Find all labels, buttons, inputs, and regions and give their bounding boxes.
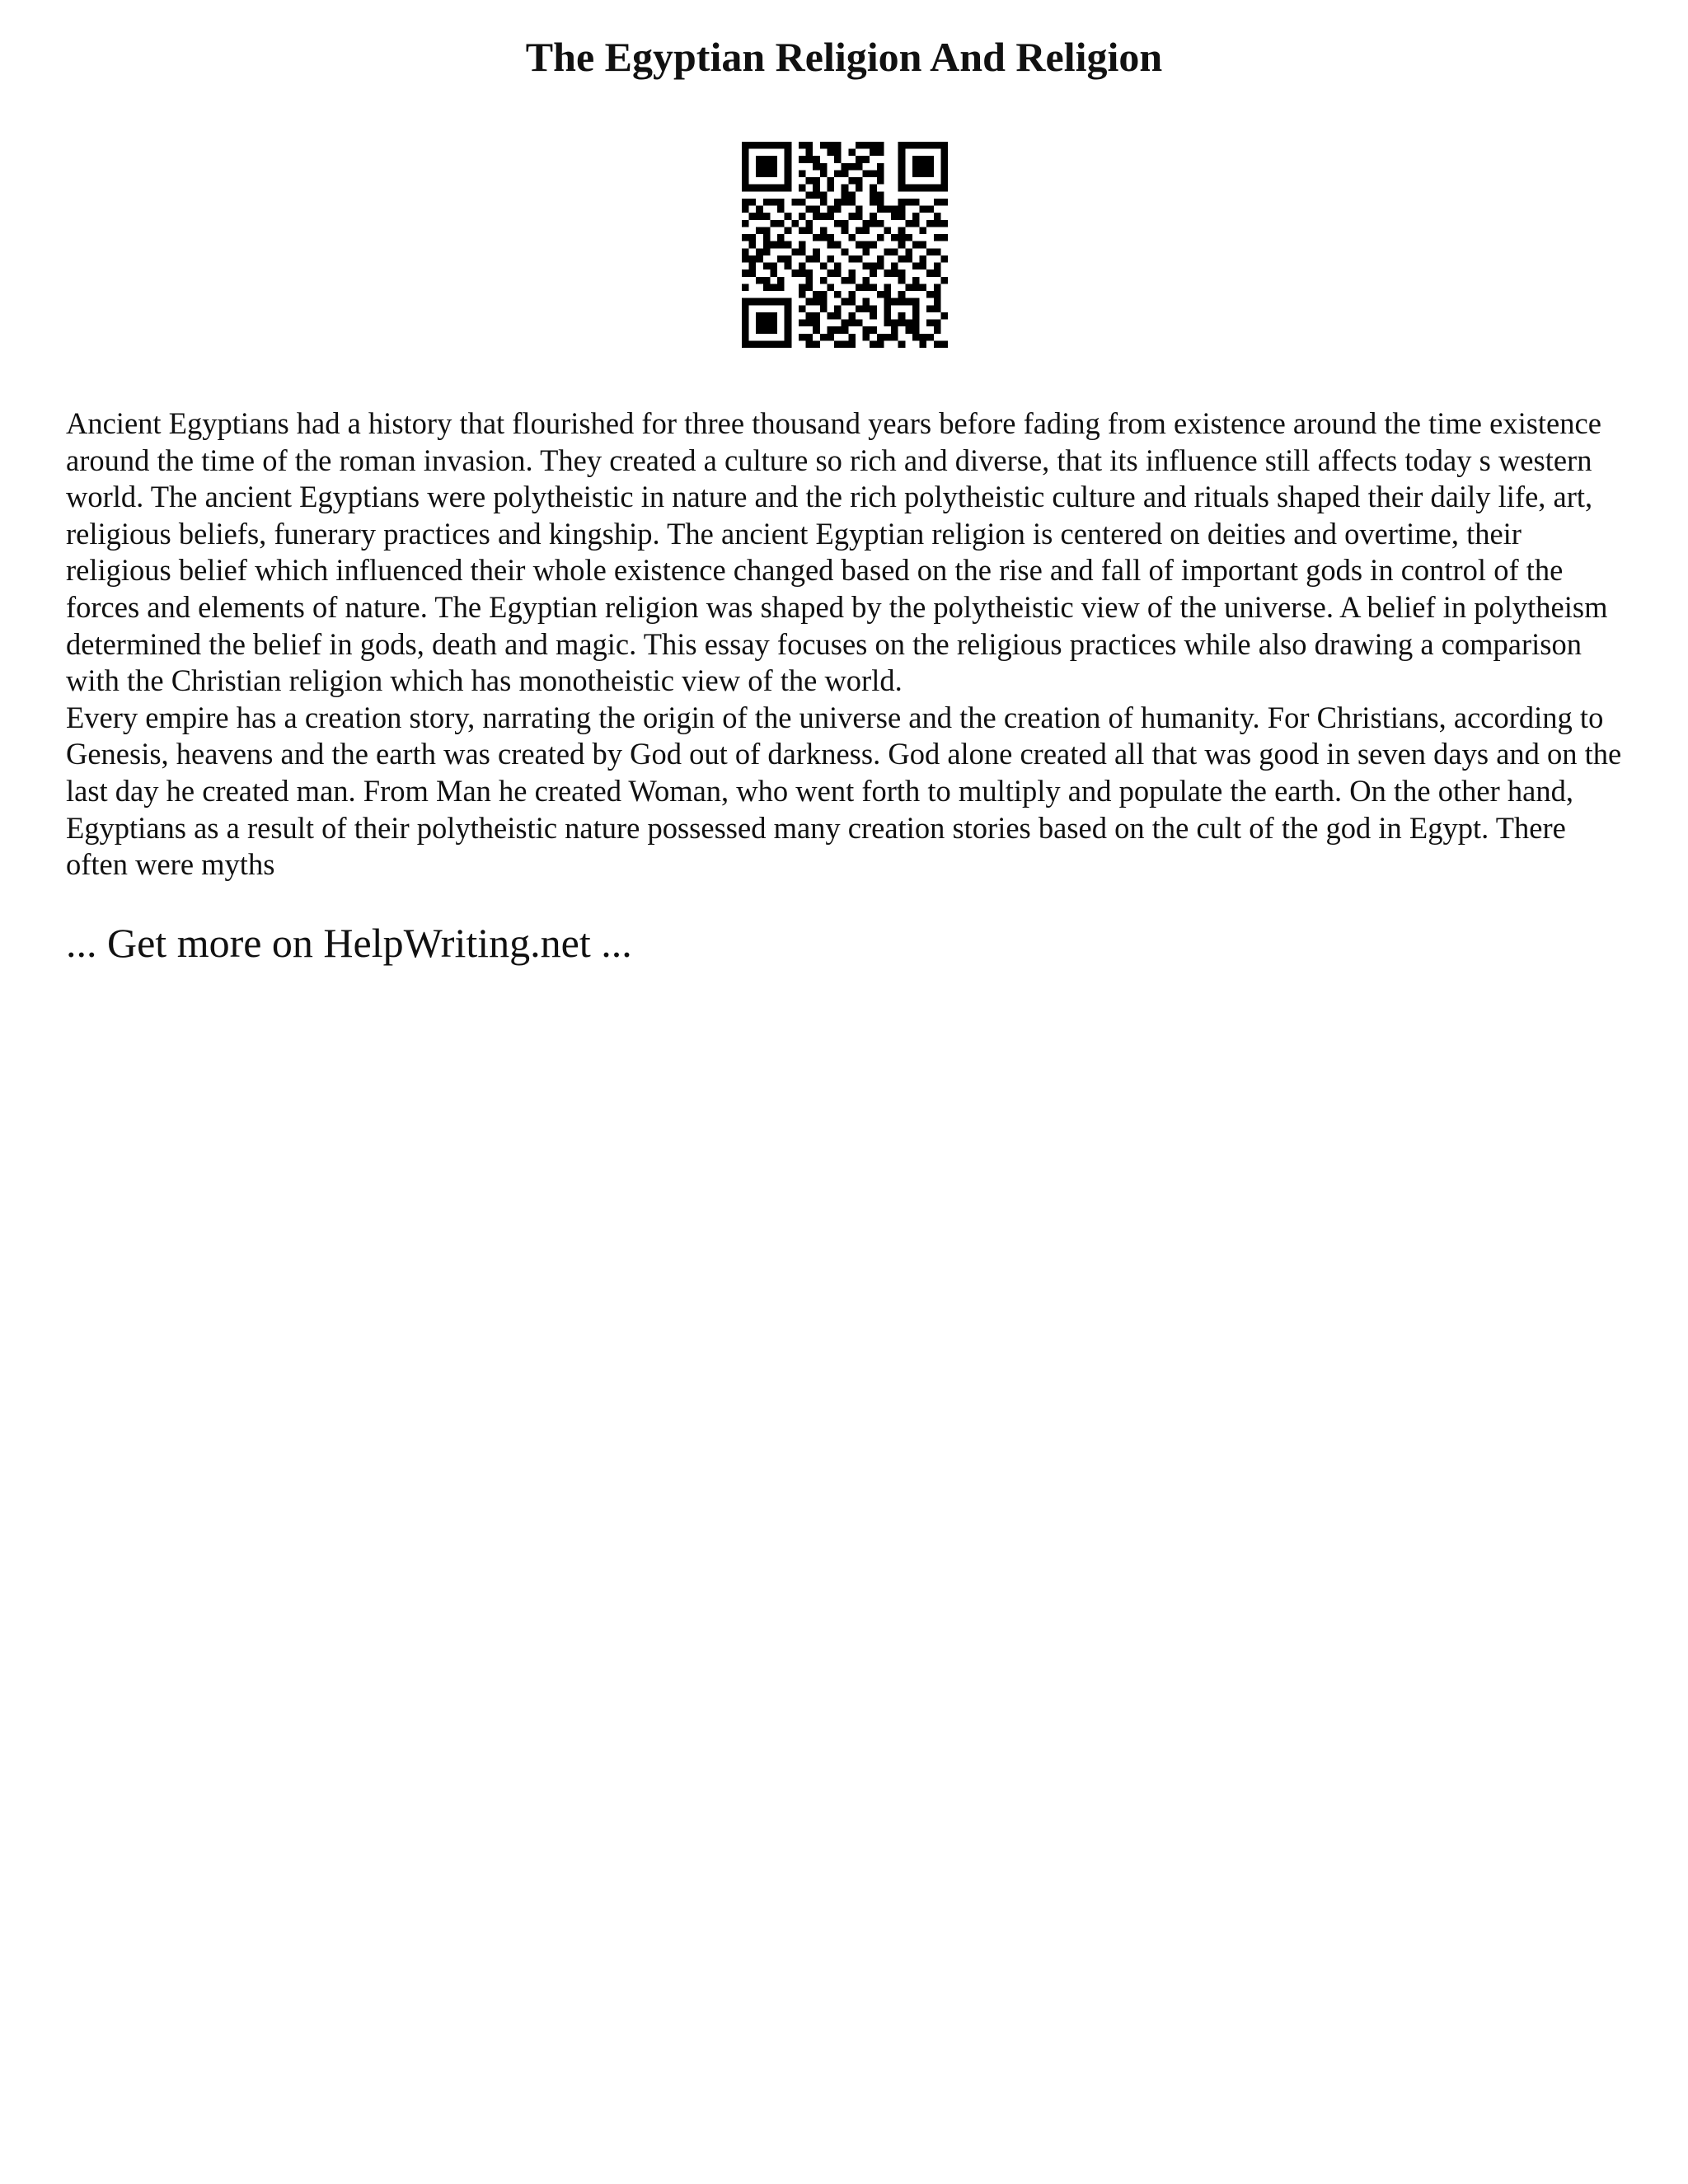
qr-code-icon — [742, 142, 948, 348]
paragraph: Ancient Egyptians had a history that flourished for three thousand years before fading from existence around the time existence around the time of the roman invasion. They created a culture so rich and diverse, that its influence still affects today s western world. The ancient Egyptians were polytheistic in nature and the rich polytheistic culture and rituals shaped their daily life, art, religious beliefs, funerary practices and kingship. The ancient Egyptian religion is centered on deities and overtime, their religious belief which influenced their whole existence changed based on the rise and fall of important gods in control of the forces and elements of nature. The Egyptian religion was shaped by the polytheistic view of the universe. A belief in polytheism determined the belief in gods, death and magic. This essay focuses on the religious practices while also drawing a comparison with the Christian religion which has monotheistic view of the world. — [66, 406, 1608, 698]
essay-body — [66, 405, 1632, 883]
qr-code — [742, 142, 948, 348]
page-title: The Egyptian Religion And Religion — [525, 34, 1163, 80]
get-more-link[interactable]: ... Get more on HelpWriting.net ... — [66, 920, 632, 966]
paragraph: Every empire has a creation story, narrating the origin of the universe and the creation of humanity. For Christians, according to Genesis, heavens and the earth was created by God out of darkness. God alone created all that was good in seven days and on the last day he created man. From Man he created Woman, who went forth to multiply and populate the earth. On the other hand, Egyptians as a result of their polytheistic nature possessed many creation stories based on the cult of the god in Egypt. There often were myths — [66, 700, 1622, 882]
